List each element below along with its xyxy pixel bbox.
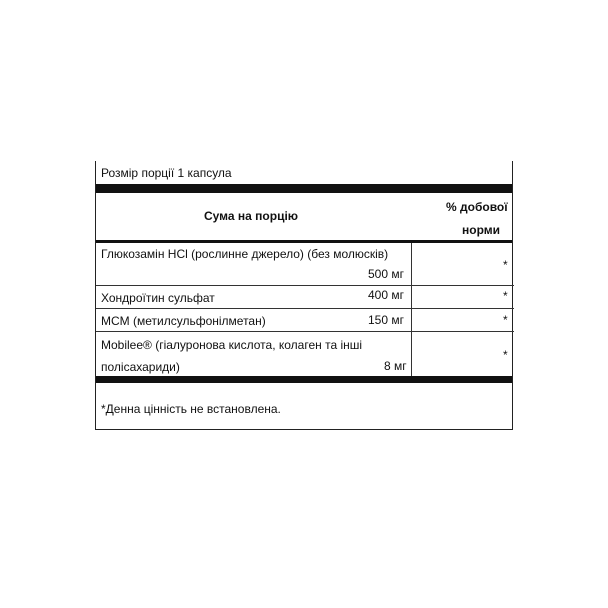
daily-value-header-line2: норми [462, 223, 501, 237]
ingredient-amount: 8 мг [384, 359, 407, 373]
footnote: *Денна цінність не встановлена. [101, 402, 281, 416]
serving-size: Розмір порції 1 капсула [101, 166, 232, 180]
ingredient-name-line1: Mobilee® (гіалуронова кислота, колаген та інші [101, 338, 363, 352]
ingredient-name: MCM (метилсульфонілметан) [101, 314, 266, 328]
ingredient-dv: * [503, 289, 508, 303]
column-divider [411, 243, 412, 376]
header-rule [96, 240, 512, 243]
ingredient-amount: 150 мг [368, 313, 404, 327]
row-divider [96, 331, 514, 332]
amount-per-serving-header: Сума на порцію [204, 209, 299, 223]
ingredient-amount: 400 мг [368, 288, 404, 302]
top-thick-rule [96, 184, 512, 193]
bottom-thick-rule [96, 376, 512, 383]
row-divider [96, 285, 514, 286]
daily-value-header-line1: % добової [446, 200, 508, 214]
ingredient-name: Глюкозамін HCl (рослинне джерело) (без молюсків) [101, 247, 389, 261]
ingredient-dv: * [503, 313, 508, 327]
ingredient-amount: 500 мг [368, 267, 404, 281]
ingredient-name-line2: полісахариди) [101, 360, 180, 374]
supplement-facts-panel [95, 161, 513, 430]
ingredient-name: Хондроїтин сульфат [101, 291, 215, 305]
ingredient-dv: * [503, 258, 508, 272]
ingredient-dv: * [503, 348, 508, 362]
row-divider [96, 308, 514, 309]
